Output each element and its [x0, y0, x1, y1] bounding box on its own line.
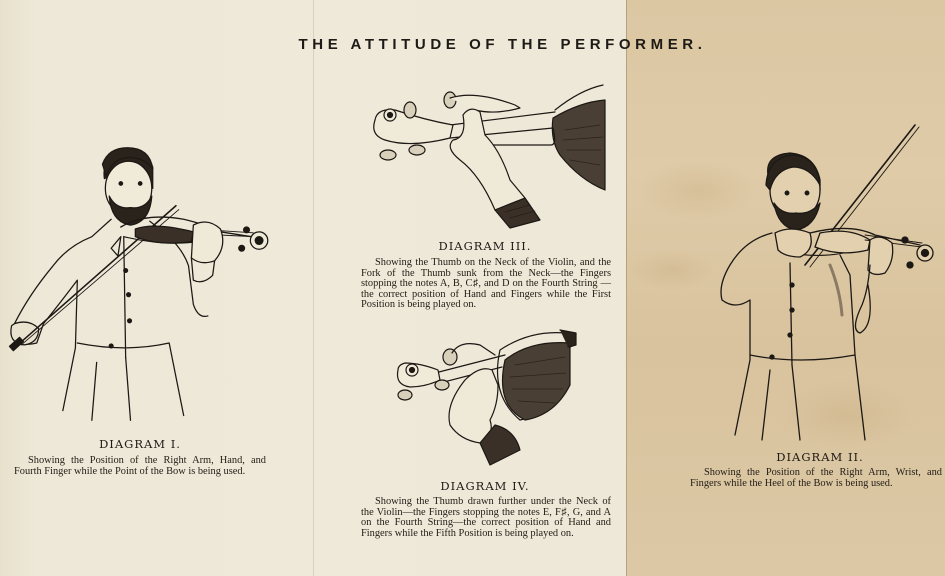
diagram-1-caption: Showing the Position of the Right Arm, Hand, and Fourth Finger while the Point of the Bow is being used.	[14, 455, 266, 477]
diagram-1-illustration	[0, 140, 290, 430]
diagram-2-heading: DIAGRAM II.	[776, 450, 864, 464]
diagram-4-caption: Showing the Thumb drawn further under the Neck of the Violin—the Fingers stopping the notes E, F♯, G, and A on the Fourth String—the correct position of Hand and Fingers while the Fifth Position is being played on.	[361, 496, 611, 539]
paper-fold-line	[313, 0, 314, 576]
diagram-2-illustration	[690, 115, 945, 445]
diagram-3-heading: DIAGRAM III.	[438, 239, 532, 253]
diagram-3-caption: Showing the Thumb on the Neck of the Violin, and the Fork of the Thumb sunk from the Neck—the Fingers stopping the notes A, B, C♯, and D on the Fourth String —the correct position of Hand and Fingers while the First Position is being played on.	[361, 257, 611, 311]
page-title: THE ATTITUDE OF THE PERFORMER.	[298, 36, 707, 53]
diagram-4-illustration	[380, 325, 600, 470]
diagram-1-heading: DIAGRAM I.	[99, 437, 181, 451]
diagram-3-illustration	[355, 80, 605, 230]
diagram-4-heading: DIAGRAM IV.	[440, 479, 530, 493]
diagram-2-caption: Showing the Position of the Right Arm, Wrist, and Fingers while the Heel of the Bow is being used.	[690, 467, 942, 489]
